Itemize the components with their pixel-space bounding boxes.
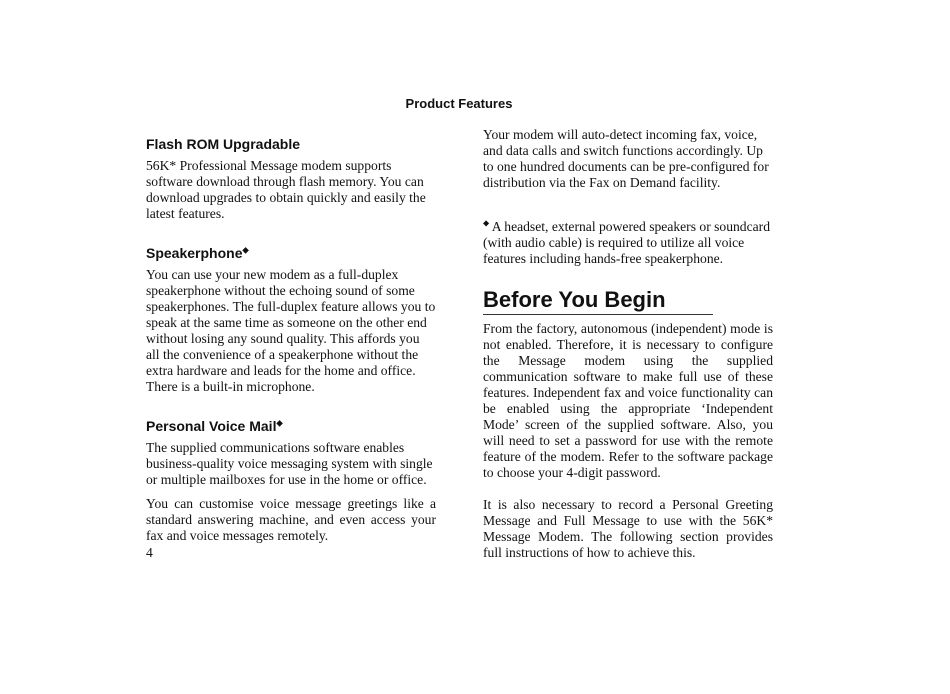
voice-mail-body-1: The supplied communications software enables business-quality voice messaging system with single or multiple mailboxes for use in the home or office.: [146, 440, 433, 487]
before-you-begin-paragraph-2: It is also necessary to record a Personal Greeting Message and Full Message to use with the 56K* Message Modem. The following section provides full instructions of how to achieve this.: [483, 497, 773, 560]
diamond-mark-icon: ◆: [276, 418, 283, 428]
flash-rom-body: 56K* Professional Message modem supports software download through flash memory. You can download upgrades to obtain quickly and easily the latest features.: [146, 158, 426, 221]
diamond-mark-icon: ◆: [483, 218, 490, 228]
flash-rom-heading: [146, 135, 436, 153]
right-column: [483, 127, 773, 561]
before-you-begin-heading: Before You Begin: [483, 287, 713, 315]
before-you-begin-paragraph-1: From the factory, autonomous (independent) mode is not enabled. Therefore, it is necessary to configure the Message modem using the supplied communication software to make full use of these features. Independent fax and voice functionality can be enabled using the appropriate ‘Independent Mode’ screen of the supplied software. Also, you will need to set a password for use with the remote feature of the modem. Refer to the software package to choose your 4-digit password.: [483, 321, 773, 480]
speakerphone-body: You can use your new modem as a full-duplex speakerphone without the echoing sound of some speakerphones. The full-duplex feature allows you to speak at the same time as someone on the other end without losing any sound quality. This affords you all the convenience of a speakerphone without the extra hardware and leads for the home and office. There is a built-in microphone.: [146, 267, 436, 394]
voice-mail-heading: [146, 417, 436, 435]
speakerphone-heading-text: Speakerphone: [146, 245, 243, 261]
auto-detect-paragraph: Your modem will auto-detect incoming fax, voice, and data calls and switch functions accordingly. Up to one hundred documents can be pre-configured for distribution via the Fax on Demand facility.: [483, 127, 769, 190]
headset-note-text: A headset, external powered speakers or soundcard (with audio cable) is required to utilize all voice features including hands-free speakerphone.: [483, 219, 770, 266]
diamond-mark-icon: ◆: [242, 245, 249, 255]
voice-mail-body-2: You can customise voice message greetings like a standard answering machine, and even access your fax and voice messages remotely.: [146, 496, 436, 543]
page-number: 4: [146, 545, 153, 560]
flash-rom-heading-text: Flash ROM Upgradable: [146, 136, 301, 152]
speakerphone-heading: [146, 244, 436, 262]
left-column: [146, 135, 436, 544]
page-header: Product Features: [405, 96, 513, 111]
voice-mail-heading-text: Personal Voice Mail: [146, 418, 277, 434]
headset-note: [483, 219, 773, 267]
